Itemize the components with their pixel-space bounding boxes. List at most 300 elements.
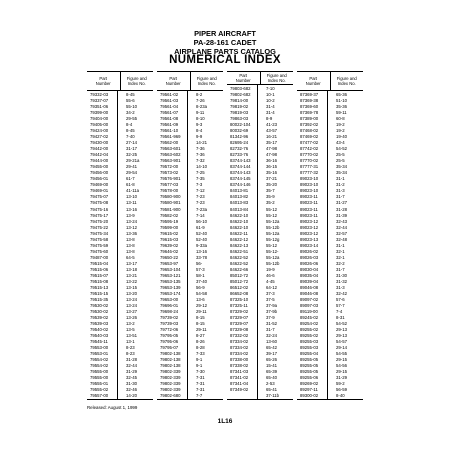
figure-index-cell: 31-7: [336, 266, 345, 272]
figure-index-cell: 60-8: [336, 116, 345, 122]
part-number-cell: 89023-12: [300, 224, 319, 230]
figure-index-cell: 56-10: [196, 218, 207, 224]
figure-index-cell: 31-3: [336, 284, 345, 290]
figure-index-cell: 25-5: [336, 158, 345, 164]
part-number-cell: 79802-138: [160, 362, 181, 368]
part-number-cell: 87341-04: [230, 380, 249, 386]
figure-index-cell: 13-12: [126, 224, 137, 230]
figure-index-cell: 19-2: [336, 122, 345, 128]
figure-index-cell: 37-5: [266, 296, 275, 302]
figure-index-cell: 54-52: [336, 320, 347, 326]
part-number-cell: 79802-680: [160, 392, 181, 398]
figure-index-cell: 65-42: [266, 344, 277, 350]
figure-index-cell: 47-98: [266, 146, 277, 152]
release-date: Released: August 1, 1999: [87, 405, 138, 410]
part-number-cell: 85012-72: [230, 272, 249, 278]
figure-index-cell: 7-40: [126, 134, 135, 140]
figure-index-cell: 35-7: [266, 188, 275, 194]
column-header: [297, 72, 363, 91]
part-number-cell: 79795-07: [160, 344, 179, 350]
part-number-cell: 79653-00: [160, 296, 179, 302]
part-number-header: Part Number: [87, 72, 121, 90]
figure-index-cell: 7-23: [196, 200, 205, 206]
part-number-cell: 79475-22: [90, 224, 109, 230]
figure-index-cell: 7-4: [336, 308, 343, 314]
part-number-cell: 89023-11: [300, 212, 318, 218]
figure-index-cell: 32-42: [336, 290, 347, 296]
part-number-cell: 79772-06: [160, 326, 179, 332]
figure-index-cell: 55-12a: [266, 218, 280, 224]
figure-index-cell: 7-23: [196, 194, 205, 200]
part-number-cell: 79561-09: [160, 122, 179, 128]
figure-index-cell: 35-16: [266, 170, 277, 176]
figure-index-cell: 32-1: [336, 254, 345, 260]
figure-index-header: Figure and Index No.: [126, 76, 147, 87]
figure-index-cell: 29-41: [126, 164, 137, 170]
figure-index-cell: 13-9: [126, 212, 135, 218]
part-number-list: [297, 91, 328, 399]
figure-index-cell: 31-4: [266, 110, 275, 116]
part-number-cell: 87341-03: [230, 368, 249, 374]
figure-index-cell: 65-36: [336, 92, 347, 98]
figure-index-list: [118, 91, 153, 399]
figure-index-cell: 54-55: [336, 350, 347, 356]
part-number-cell: 79795-05: [160, 332, 179, 338]
part-number-cell: 79555-01: [90, 380, 109, 386]
figure-index-cell: 9-3: [196, 122, 203, 128]
part-number-cell: 89023-13: [300, 236, 319, 242]
column-header: [227, 72, 293, 85]
part-number-cell: 87332-02: [230, 332, 249, 338]
part-number-cell: 79455-00: [90, 164, 109, 170]
figure-index-cell: 7-30: [196, 368, 205, 374]
column-group-3: [227, 71, 293, 400]
figure-index-cell: 8-9: [266, 116, 273, 122]
part-number-cell: 89255-02: [300, 326, 319, 332]
part-number-cell: 84013-83: [230, 200, 249, 206]
figure-index-cell: 56-: [196, 260, 203, 266]
column-group-2: [157, 71, 223, 400]
figure-index-cell: 55-6: [126, 98, 135, 104]
figure-index-cell: 7-14: [196, 212, 205, 218]
part-number-cell: 87469-02: [300, 134, 319, 140]
figure-index-cell: 8-4: [196, 128, 203, 134]
figure-index-cell: 16-21: [266, 134, 277, 140]
figure-index-cell: 31-17: [126, 146, 137, 152]
header-line-model: PA-28-161 CADET: [193, 38, 257, 47]
figure-index-cell: 55-12a: [266, 254, 280, 260]
figure-index-cell: 13-26: [126, 314, 137, 320]
figure-index-cell: 8-2: [196, 92, 203, 98]
part-number-header: Part Number: [227, 72, 261, 84]
figure-index-cell: 31-3: [336, 188, 345, 194]
figure-index-cell: 55-12: [266, 212, 277, 218]
part-number-cell: 89026-02: [300, 248, 319, 254]
part-number-cell: 79698-24: [160, 308, 179, 314]
part-number-cell: 89255-05: [300, 356, 319, 362]
part-number-cell: 89255-05: [300, 368, 319, 374]
part-number-cell: 84622-52: [230, 260, 249, 266]
part-number-cell: 79539-03: [90, 320, 109, 326]
part-number-cell: 79554-02: [90, 362, 109, 368]
part-number-cell: 79475-16: [90, 206, 109, 212]
part-number-cell: 79540-02: [90, 326, 109, 332]
part-number-cell: 79554-02: [90, 356, 109, 362]
part-number-cell: 79555-00: [90, 374, 109, 380]
part-number-cell: 89046-08: [300, 284, 319, 290]
figure-index-header: Figure and Index No.: [336, 76, 357, 87]
part-number-list: [87, 91, 118, 399]
figure-index-cell: 8-31: [336, 314, 345, 320]
part-number-cell: 79469-01: [90, 188, 109, 194]
part-number-cell: 87329-07: [230, 314, 249, 320]
figure-index-cell: 13-17: [126, 260, 137, 266]
part-number-cell: 79424-00: [90, 128, 109, 134]
figure-index-cell: 7-10: [266, 86, 275, 92]
figure-index-cell: 32-45: [126, 374, 137, 380]
figure-index-cell: 7-32: [196, 158, 205, 164]
figure-index-cell: 61-7: [126, 176, 135, 182]
part-number-cell: 79739-03: [160, 320, 179, 326]
figure-index-cell: 8-27: [196, 332, 205, 338]
figure-index-cell: 54-58: [196, 290, 207, 296]
figure-index-cell: 4-45: [266, 278, 275, 284]
part-number-cell: 89023-11: [300, 194, 318, 200]
figure-index-cell: 54-56: [336, 362, 347, 368]
part-number-cell: 79802-339: [160, 380, 181, 386]
part-number-cell: 82695-24: [230, 140, 249, 146]
page-number: 1L16: [217, 418, 233, 425]
figure-index-cell: 29-13: [336, 332, 347, 338]
part-number-cell: 87338-00: [230, 356, 249, 362]
part-number-cell: 87770-02: [300, 152, 319, 158]
figure-index-cell: 31-52: [266, 320, 277, 326]
figure-index-cell: 31-1: [336, 242, 345, 248]
part-number-cell: 87325-10: [230, 296, 249, 302]
figure-index-cell: 55-12a: [266, 230, 280, 236]
part-number-cell: 85012-72: [230, 278, 249, 284]
part-number-cell: 87334-02: [230, 338, 249, 344]
figure-index-cell: 9-9: [196, 134, 203, 140]
figure-index-cell: 29-13: [336, 326, 347, 332]
figure-index-cell: 8-4: [126, 122, 133, 128]
figure-index-cell: 2-53: [266, 380, 275, 386]
figure-index-cell: 31-27: [336, 200, 347, 206]
part-number-list: [157, 91, 188, 399]
figure-index-cell: 31-7: [266, 326, 275, 332]
part-number-cell: 79561-08: [160, 116, 179, 122]
part-number-cell: 79802-682: [230, 92, 251, 98]
part-number-cell: 87389-00: [300, 116, 319, 122]
figure-index-cell: 55-10: [126, 104, 137, 110]
figure-index-list: [328, 91, 363, 399]
part-number-cell: 89026-03: [300, 254, 319, 260]
figure-index-cell: 54-57: [336, 338, 347, 344]
figure-index-cell: 8-23: [126, 344, 135, 350]
part-number-cell: 89255-02: [300, 332, 319, 338]
figure-index-cell: 7-31: [196, 386, 205, 392]
part-number-cell: 79577-03: [160, 182, 179, 188]
figure-index-cell: 13-8: [126, 242, 135, 248]
part-number-cell: 79863-03: [230, 116, 249, 122]
part-number-cell: 79515-13: [90, 284, 109, 290]
figure-index-cell: 7-36: [196, 146, 205, 152]
figure-index-cell: 64-5: [126, 254, 135, 260]
figure-index-cell: 13-8: [126, 236, 135, 242]
figure-index-cell: 14-20: [126, 392, 137, 398]
part-number-cell: 79562-00: [160, 140, 179, 146]
figure-index-cell: 7-23a: [196, 206, 207, 212]
part-number-cell: 89023-10: [300, 176, 319, 182]
figure-index-cell: 32-46: [126, 386, 137, 392]
part-number-cell: 79475-08: [90, 200, 109, 206]
part-number-cell: 79653-174: [160, 290, 181, 296]
figure-index-cell: 57-7: [336, 302, 345, 308]
part-number-cell: 87777-32: [300, 170, 319, 176]
figure-index-cell: 29-15: [336, 356, 347, 362]
figure-index-cell: 35-2: [266, 200, 275, 206]
figure-index-cell: 55-12g: [266, 236, 280, 242]
part-number-cell: 79332-03: [90, 92, 109, 98]
figure-index-cell: 13-16: [196, 248, 207, 254]
part-number-cell: 89255-06: [300, 374, 319, 380]
part-number-cell: 79442-04: [90, 152, 109, 158]
part-number-cell: 87334-02: [230, 350, 249, 356]
part-number-cell: 79539-02: [90, 314, 109, 320]
part-number-cell: 87369-78: [300, 110, 319, 116]
part-number-cell: 79475-34: [90, 230, 109, 236]
part-number-cell: 83744-144: [230, 164, 251, 170]
figure-index-cell: 55-12: [266, 206, 277, 212]
part-number-cell: 89026-06: [300, 260, 319, 266]
figure-index-cell: 56-59: [336, 386, 347, 392]
column-header: [157, 72, 223, 91]
part-number-cell: 79553-01: [90, 350, 109, 356]
part-number-cell: 84622-52: [230, 254, 249, 260]
part-number-cell: 79615-03: [160, 236, 179, 242]
part-number-cell: 79475-20: [90, 218, 109, 224]
figure-index-cell: 36-16: [266, 158, 277, 164]
part-number-cell: 79337-07: [90, 98, 109, 104]
part-number-cell: 89097-03: [300, 302, 319, 308]
figure-index-cell: 41-11a: [126, 188, 140, 194]
figure-index-cell: 31-29: [336, 374, 347, 380]
figure-index-cell: 19-40: [336, 134, 347, 140]
figure-index-cell: 32-24: [266, 332, 277, 338]
figure-index-cell: 59-11: [336, 110, 347, 116]
part-number-cell: 89254-02: [300, 320, 319, 326]
figure-index-cell: 31-28: [336, 206, 347, 212]
part-number-cell: 79561-07: [160, 110, 179, 116]
figure-index-cell: 59-2: [336, 380, 345, 386]
part-number-cell: 87392-02: [300, 122, 319, 128]
figure-index-cell: 32-1: [336, 248, 345, 254]
figure-index-cell: 31-7: [336, 194, 345, 200]
figure-index-cell: 32-44: [336, 224, 347, 230]
figure-index-cell: 65-40: [266, 374, 277, 380]
part-number-cell: 89023-14: [300, 242, 319, 248]
figure-index-list: [258, 85, 293, 399]
part-number-cell: 87468-02: [300, 128, 319, 134]
figure-index-cell: 52-40: [196, 230, 207, 236]
part-number-cell: 89023-11: [300, 200, 318, 206]
figure-index-cell: 55-12b: [266, 224, 280, 230]
part-number-cell: 84622-10: [230, 218, 249, 224]
figure-index-cell: 7-36: [196, 152, 205, 158]
figure-index-cell: 61-8: [126, 182, 135, 188]
figure-index-cell: 8-45: [126, 92, 135, 98]
figure-index-cell: 10-1: [266, 92, 275, 98]
figure-index-cell: 64-12: [266, 284, 277, 290]
part-number-cell: 89255-03: [300, 344, 319, 350]
part-number-cell: 82733-76: [230, 152, 249, 158]
figure-index-cell: 13-18: [126, 266, 137, 272]
figure-index-cell: 13-6: [196, 296, 205, 302]
figure-index-cell: 9-1: [196, 356, 203, 362]
figure-index-cell: 8-26: [196, 338, 205, 344]
part-number-cell: 89255-05: [300, 362, 319, 368]
part-number-cell: 79646-02: [160, 248, 179, 254]
part-number-cell: 79572-00: [160, 164, 179, 170]
figure-index-cell: 7-26: [196, 98, 205, 104]
part-number-cell: 84622-10: [230, 224, 249, 230]
part-number-cell: 79515-08: [90, 278, 109, 284]
part-number-cell: 89269-02: [300, 380, 319, 386]
figure-index-cell: 39-17: [266, 350, 277, 356]
part-number-cell: 79545-11: [90, 338, 108, 344]
numerical-index-table: [87, 71, 363, 400]
figure-index-cell: 35-9: [266, 194, 275, 200]
figure-index-cell: 52-40: [196, 236, 207, 242]
part-number-cell: 79819-03: [230, 110, 249, 116]
part-number-cell: 87770-02: [300, 158, 319, 164]
figure-index-cell: 37-9a: [266, 302, 277, 308]
part-number-cell: 89046-08: [300, 290, 319, 296]
figure-index-cell: 31-29: [126, 368, 137, 374]
part-number-list: [227, 85, 258, 399]
part-number-cell: 87329-02: [230, 308, 249, 314]
figure-index-cell: 8-15: [196, 320, 205, 326]
figure-index-cell: 37-40: [196, 278, 207, 284]
part-number-cell: 79578-00: [160, 188, 179, 194]
figure-index-cell: 33-78: [196, 254, 207, 260]
part-number-cell: 79561-10: [160, 128, 179, 134]
part-number-cell: 87338-02: [230, 362, 249, 368]
part-number-cell: 79650-22: [160, 254, 179, 260]
header-line-manufacturer: PIPER AIRCRAFT: [194, 29, 256, 38]
figure-index-cell: 8-15: [196, 314, 205, 320]
part-number-cell: 87325-11: [230, 302, 248, 308]
figure-index-cell: 65-41: [266, 386, 277, 392]
part-number-cell: 79515-06: [90, 266, 109, 272]
part-number-cell: 79814-00: [230, 98, 249, 104]
part-number-cell: 87329-07: [230, 320, 249, 326]
figure-index-cell: 9-33a: [196, 242, 207, 248]
figure-index-cell: 57-3: [196, 266, 205, 272]
part-number-cell: 82732-76: [230, 146, 249, 152]
part-number-cell: 79803-682: [230, 86, 251, 92]
part-number-cell: 79819-02: [230, 104, 249, 110]
part-number-cell: 80022-104: [230, 122, 251, 128]
figure-index-cell: 8-45: [126, 128, 135, 134]
figure-index-cell: 15-41: [266, 362, 277, 368]
part-number-cell: 79653-139: [160, 284, 181, 290]
figure-index-cell: 35-36: [336, 104, 347, 110]
figure-index-cell: 41-23: [266, 122, 277, 128]
figure-index-cell: 61-9: [196, 224, 205, 230]
figure-index-cell: 14-21: [196, 140, 207, 146]
part-number-cell: 79430-00: [90, 140, 109, 146]
part-number-cell: 84622-51: [230, 248, 249, 254]
figure-index-cell: 37-9b: [266, 308, 277, 314]
part-number-cell: 83744-145: [230, 176, 251, 182]
part-number-cell: 79563-901: [160, 158, 181, 164]
figure-index-cell: 7-33: [196, 350, 205, 356]
part-number-cell: 79580-900: [160, 194, 181, 200]
figure-index-cell: 32-57: [336, 230, 347, 236]
part-number-cell: 79475-60: [90, 248, 109, 254]
figure-index-cell: 13-24: [126, 302, 137, 308]
figure-index-cell: 29-12: [196, 302, 207, 308]
figure-index-cell: 29-11: [196, 326, 207, 332]
part-number-cell: 84013-82: [230, 194, 249, 200]
figure-index-cell: 13-51: [126, 332, 137, 338]
part-number-cell: 87742-02: [300, 146, 319, 152]
part-number-cell: 79456-01: [90, 176, 109, 182]
figure-index-cell: 35-17: [266, 140, 277, 146]
header-line-catalog: AIRPLANE PARTS CATALOG: [174, 47, 276, 56]
part-number-cell: 89023-12: [300, 218, 319, 224]
figure-index-cell: 46-6: [266, 272, 275, 278]
part-number-cell: 79795-06: [160, 338, 179, 344]
figure-index-cell: 7-31: [196, 380, 205, 386]
figure-index-cell: 31-30: [126, 380, 137, 386]
figure-index-cell: 7-31: [196, 374, 205, 380]
figure-index-cell: 13-2: [126, 320, 135, 326]
figure-index-cell: 27-14: [126, 140, 137, 146]
part-number-cell: 79475-07: [90, 194, 109, 200]
figure-index-cell: 31-30: [336, 272, 347, 278]
figure-index-cell: 7-35: [196, 176, 205, 182]
figure-index-cell: 32-44: [126, 362, 137, 368]
part-number-cell: 79639-02: [160, 242, 179, 248]
part-number-cell: 84622-12: [230, 236, 249, 242]
part-number-cell: 79427-02: [90, 134, 109, 140]
figure-index-cell: 13-8: [126, 248, 135, 254]
part-number-cell: 79563-601: [160, 146, 181, 152]
figure-index-header: Figure and Index No.: [196, 76, 217, 87]
part-number-cell: 89023-11: [300, 206, 318, 212]
figure-index-cell: 43-57: [266, 128, 277, 134]
figure-index-cell: 19-9: [266, 266, 275, 272]
figure-index-cell: 29-21a: [126, 158, 140, 164]
part-number-cell: 89023-10: [300, 182, 319, 188]
figure-index-cell: 8-23a: [196, 104, 207, 110]
part-number-cell: 89030-04: [300, 266, 319, 272]
part-number-cell: 79515-15: [90, 290, 109, 296]
figure-index-cell: 54-52: [336, 146, 347, 152]
part-number-cell: 89097-02: [300, 296, 319, 302]
part-number-cell: 79540-03: [90, 332, 109, 338]
part-number-cell: 89023-12: [300, 230, 319, 236]
part-number-cell: 89255-03: [300, 338, 319, 344]
part-number-cell: 79561-04: [160, 104, 179, 110]
part-number-cell: 79573-02: [160, 170, 179, 176]
part-number-cell: 79557-00: [90, 392, 109, 398]
figure-index-cell: 7-7: [196, 392, 203, 398]
part-number-header: Part Number: [157, 72, 191, 90]
figure-index-cell: 65-26: [266, 356, 277, 362]
